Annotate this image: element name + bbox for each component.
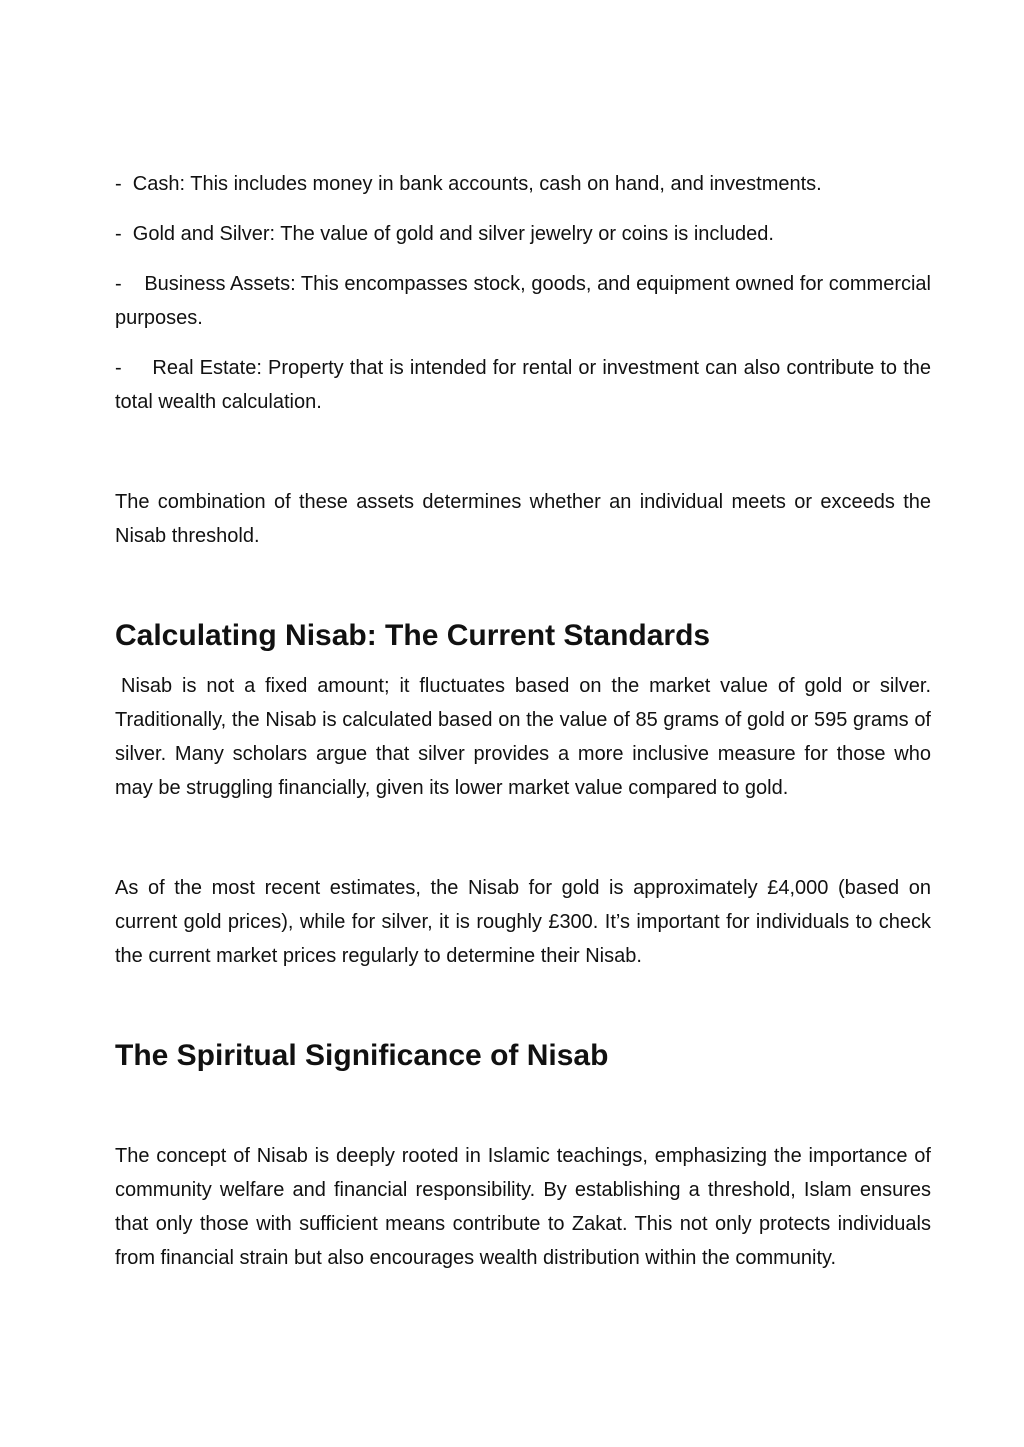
bullet-text: Gold and Silver: The value of gold and silver jewelry or coins is included. <box>132 223 774 245</box>
bullet-item-gold-silver <box>115 217 931 251</box>
bullet-text: Real Estate: Property that is intended for rental or investment can also contribute to the total wealth calculation. <box>115 357 931 413</box>
document-page <box>115 167 931 1275</box>
bullet-item-real-estate <box>115 351 931 419</box>
section-heading-spiritual-significance: The Spiritual Significance of Nisab <box>115 1039 609 1072</box>
bullet-dash: - <box>115 223 122 245</box>
bullet-item-cash <box>115 167 931 201</box>
section-heading-calculating-nisab: Calculating Nisab: The Current Standards <box>115 619 711 652</box>
paragraph-nisab-fluctuates <box>115 669 931 805</box>
bullet-dash: - <box>115 273 122 295</box>
paragraph-concept-of-nisab: The concept of Nisab is deeply rooted in Islamic teachings, emphasizing the importance of community welfare and financial responsibility. By establishing a threshold, Islam ensures that only those with sufficient means contribute to Zakat. This not only protects individuals from financial strain but also encourages wealth distribution within the community. <box>115 1145 931 1269</box>
paragraph-text: Nisab is not a fixed amount; it fluctuates based on the market value of gold or silver. Traditionally, the Nisab is calculated based on the value of 85 grams of gold or 595 grams of silver. Many scholars argue that silver provides a more inclusive measure for those who may be struggling financially, given its lower market value compared to gold. <box>115 675 931 799</box>
bullet-dash: - <box>115 173 122 195</box>
bullet-dash: - <box>115 357 122 379</box>
bullet-text: Cash: This includes money in bank accounts, cash on hand, and investments. <box>132 173 822 195</box>
paragraph-combination: The combination of these assets determines whether an individual meets or exceeds the Nisab threshold. <box>115 491 931 547</box>
bullet-text: Business Assets: This encompasses stock, goods, and equipment owned for commercial purposes. <box>115 273 932 329</box>
bullet-item-business-assets <box>115 267 931 335</box>
paragraph-recent-estimates: As of the most recent estimates, the Nisab for gold is approximately £4,000 (based on current gold prices), while for silver, it is roughly £300. It’s important for individuals to check the current market prices regularly to determine their Nisab. <box>115 877 931 967</box>
